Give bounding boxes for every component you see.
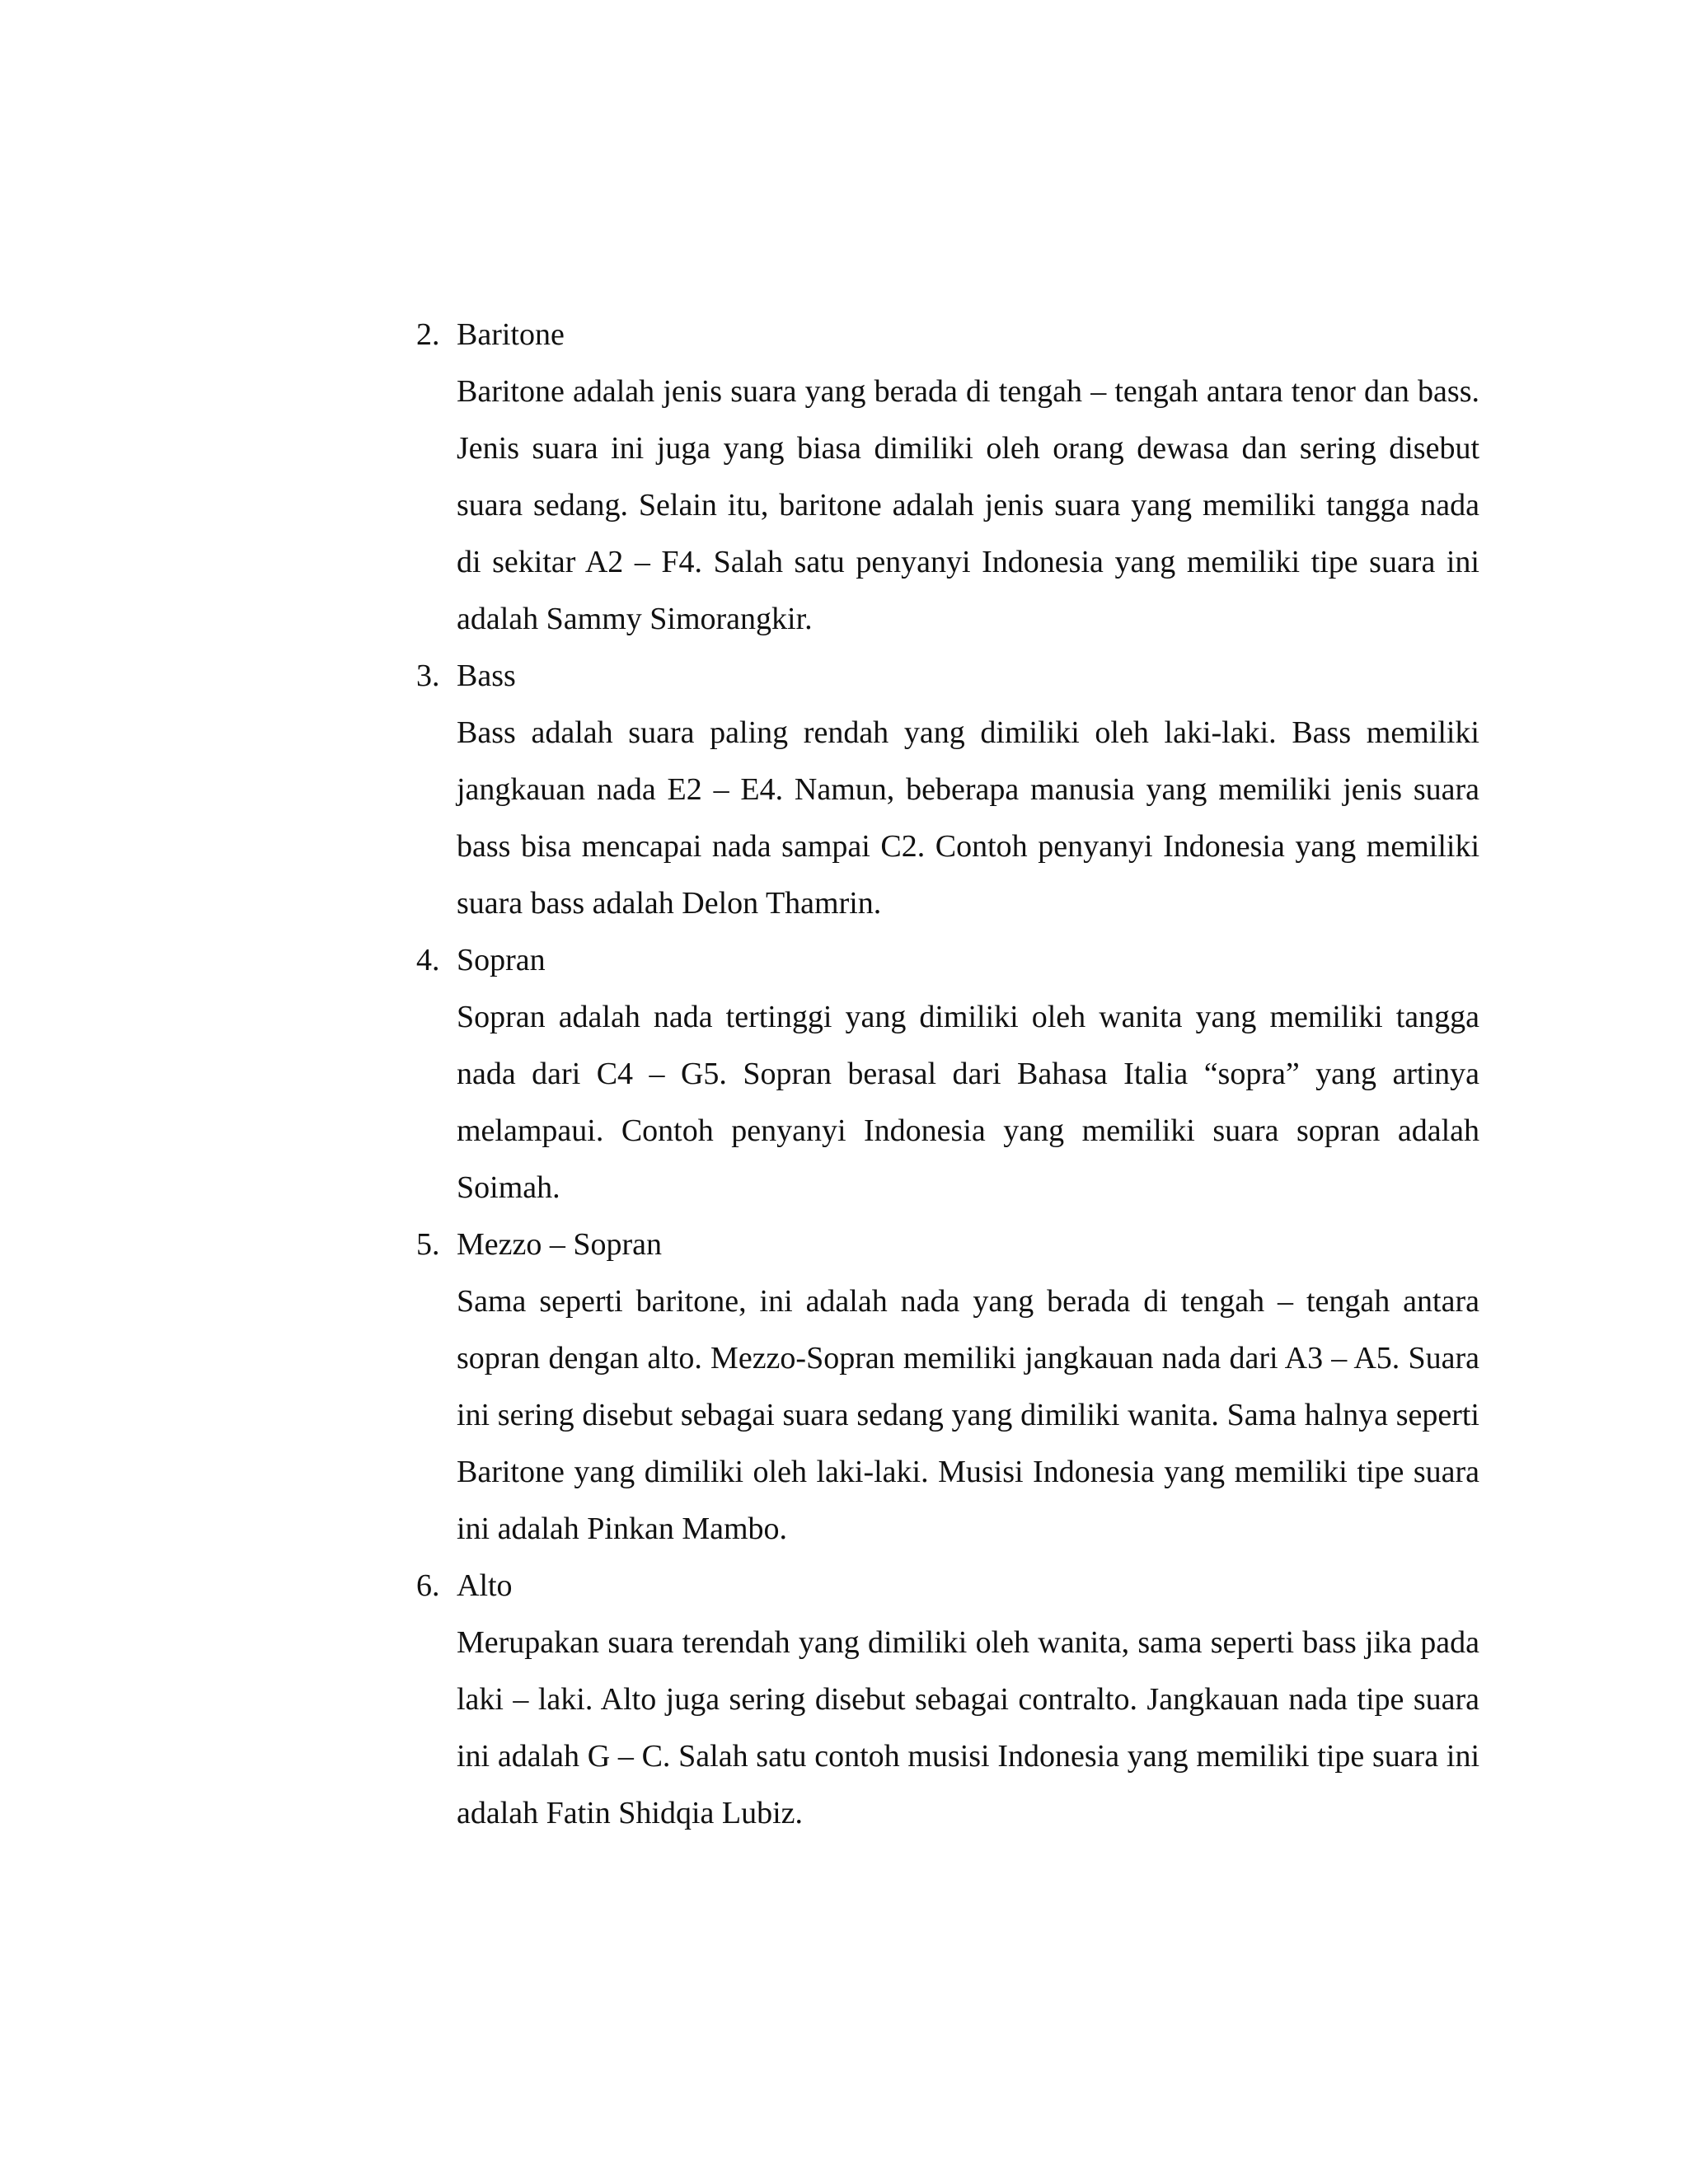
list-item-alto <box>416 1558 1479 1842</box>
list-item-paragraph: Merupakan suara terendah yang dimiliki oleh wanita, sama seperti bass jika pada laki – laki. Alto juga sering disebut sebagai contralto. Jangkauan nada tipe suara ini adalah G – C. Salah satu contoh musisi Indonesia yang memiliki tipe suara ini adalah Fatin Shidqia Lubiz. <box>457 1625 1479 1830</box>
list-item-bass <box>416 648 1479 932</box>
list-item-title: Baritone <box>457 317 565 352</box>
list-item-number: 3. <box>416 658 440 693</box>
list-item-number: 4. <box>416 943 440 977</box>
list-item-paragraph: Bass adalah suara paling rendah yang dimiliki oleh laki-laki. Bass memiliki jangkauan nada E2 – E4. Namun, beberapa manusia yang memiliki jenis suara bass bisa mencapai nada sampai C2. Contoh penyanyi Indonesia yang memiliki suara bass adalah Delon Thamrin. <box>457 715 1479 921</box>
list-item-title: Bass <box>457 658 516 693</box>
list-item-paragraph: Sama seperti baritone, ini adalah nada yang berada di tengah – tengah antara sopran dengan alto. Mezzo-Sopran memiliki jangkauan nada dari A3 – A5. Suara ini sering disebut sebagai suara sedang yang dimiliki wanita. Sama halnya seperti Baritone yang dimiliki oleh laki-laki. Musisi Indonesia yang memiliki tipe suara ini adalah Pinkan Mambo. <box>457 1284 1479 1546</box>
voice-type-list <box>416 307 1479 1842</box>
list-item-number: 5. <box>416 1227 440 1262</box>
list-item-paragraph: Sopran adalah nada tertinggi yang dimiliki oleh wanita yang memiliki tangga nada dari C4 – G5. Sopran berasal dari Bahasa Italia “sopra” yang artinya melampaui. Contoh penyanyi Indonesia yang memiliki suara sopran adalah Soimah. <box>457 1000 1479 1205</box>
list-item-number: 6. <box>416 1568 440 1603</box>
list-item-title: Sopran <box>457 943 546 977</box>
list-item-paragraph: Baritone adalah jenis suara yang berada di tengah – tengah antara tenor dan bass. Jenis suara ini juga yang biasa dimiliki oleh orang dewasa dan sering disebut suara sedang. Selain itu, baritone adalah jenis suara yang memiliki tangga nada di sekitar A2 – F4. Salah satu penyanyi Indonesia yang memiliki tipe suara ini adalah Sammy Simorangkir. <box>457 374 1479 636</box>
list-item-heading <box>416 1216 1479 1273</box>
list-item-heading <box>416 932 1479 989</box>
list-item-baritone <box>416 307 1479 648</box>
list-item-title: Mezzo – Sopran <box>457 1227 663 1262</box>
list-item-sopran <box>416 932 1479 1216</box>
list-item-heading <box>416 307 1479 363</box>
list-item-title: Alto <box>457 1568 513 1603</box>
list-item-heading <box>416 648 1479 705</box>
list-item-heading <box>416 1558 1479 1615</box>
list-item-number: 2. <box>416 317 440 352</box>
list-item-mezzo-sopran <box>416 1216 1479 1558</box>
